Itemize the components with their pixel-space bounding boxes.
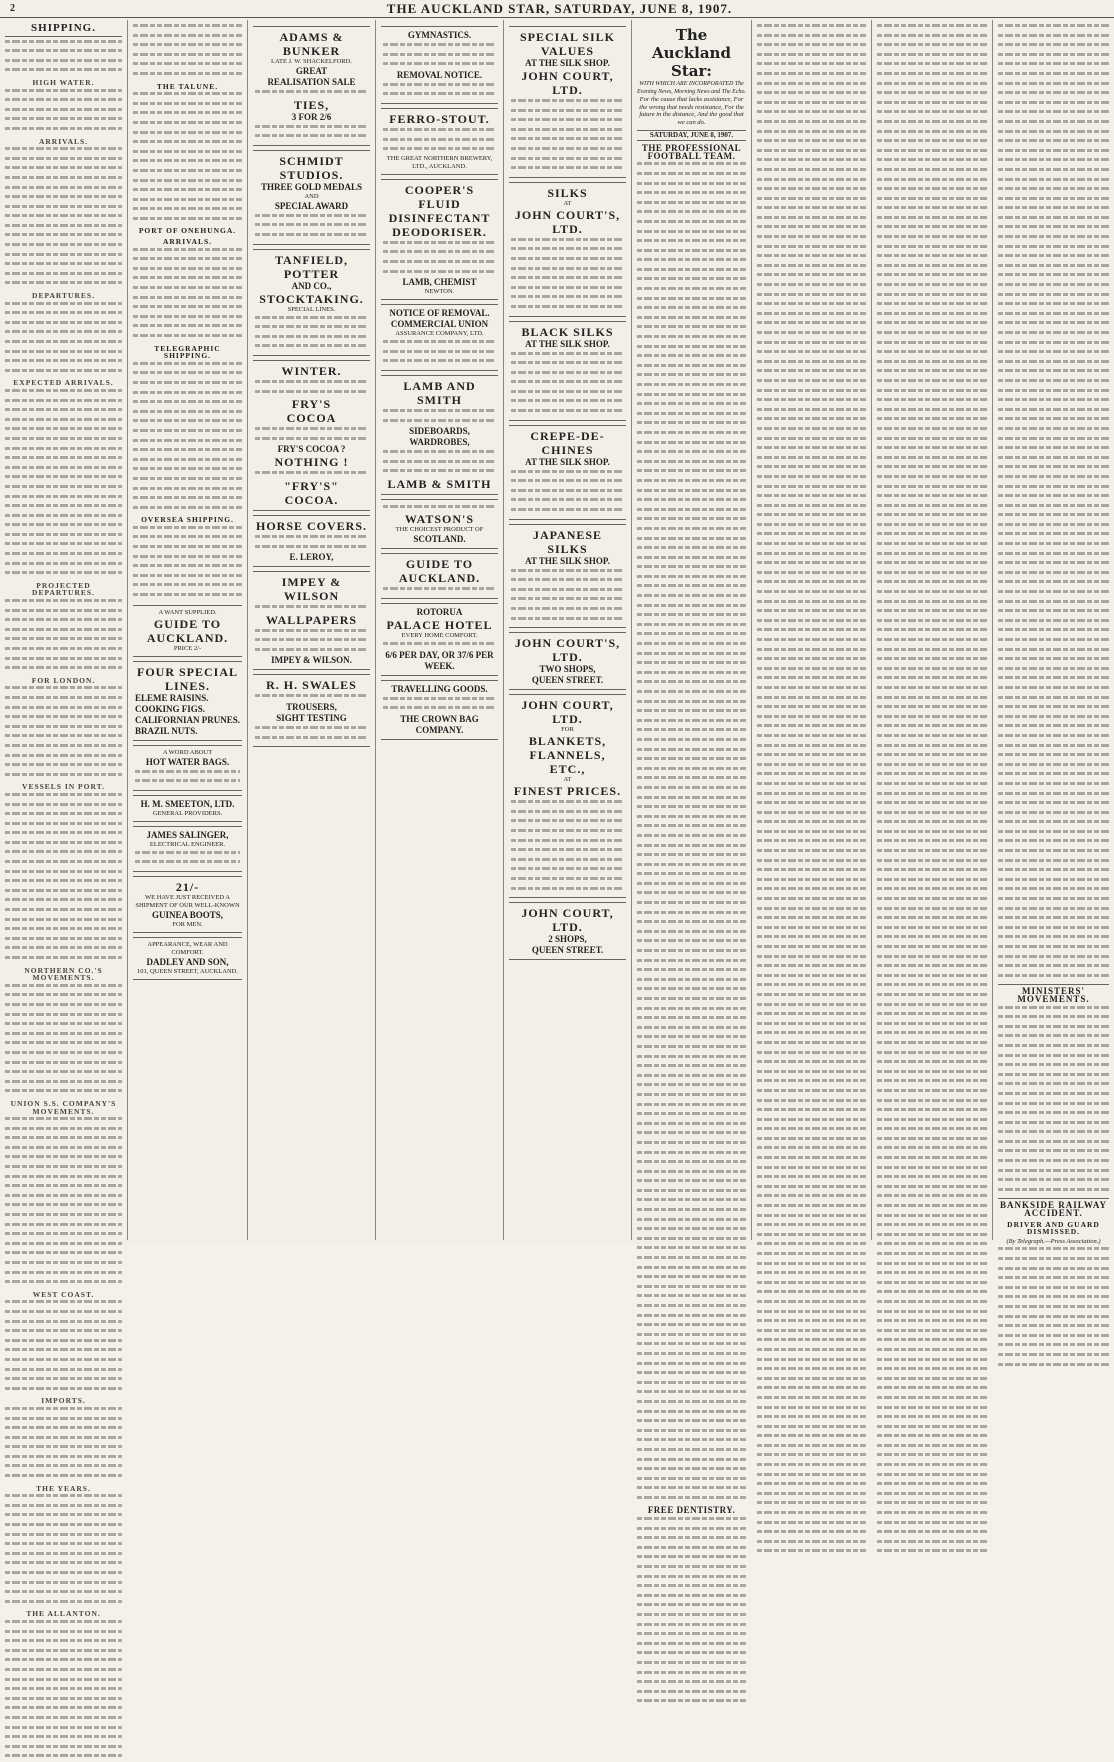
bankside-railway-heading: BANKSIDE RAILWAY ACCIDENT. xyxy=(999,1200,1108,1219)
advert-salinger: JAMES SALINGER, ELECTRICAL ENGINEER. xyxy=(133,826,242,872)
advert-ferro-stout: FERRO-STOUT. THE GREAT NORTHERN BREWERY, LTD., AUCKLAND. xyxy=(381,108,498,175)
column-body-text xyxy=(752,20,872,1240)
shipping-heading: SHIPPING. xyxy=(31,22,96,34)
column-editorial xyxy=(632,20,752,1516)
advert-notice-of-removal: NOTICE OF REMOVAL. COMMERCIAL UNION ASSURANCE COMPANY, LTD. xyxy=(381,304,498,371)
column-john-court xyxy=(504,20,632,1240)
advert-special-silk-values: SPECIAL SILK VALUES AT THE SILK SHOP. JOHN COURT, LTD. xyxy=(509,26,626,178)
column-shipping xyxy=(0,20,128,1619)
section-heading: THE TALUNE. xyxy=(156,81,219,91)
advert-tanfield: TANFIELD, POTTER AND CO., STOCKTAKING. SPECIAL LINES. xyxy=(253,249,370,356)
advert-rotorua-palace-hotel: ROTORUA PALACE HOTEL EVERY HOME COMFORT. 6/6 PER DAY, OR 37/6 PER WEEK. xyxy=(381,603,498,676)
column-body-text-2 xyxy=(872,20,993,1240)
section-heading: UNION S.S. COMPANY'S MOVEMENTS. xyxy=(10,1098,117,1116)
shipping-text xyxy=(5,40,122,1762)
article-title-free-dentistry: FREE DENTISTRY. xyxy=(647,1505,736,1516)
advert-adams-bunker: ADAMS & BUNKER LATE J. W. SHACKELFORD. GREAT REALISATION SALE TIES, 3 FOR 2/6 xyxy=(253,26,370,146)
paper-title: The Auckland Star: xyxy=(652,26,731,80)
section-heading: IMPORTS. xyxy=(41,1396,86,1406)
advert-blankets-flannels: JOHN COURT, LTD. FOR BLANKETS, FLANNELS, ETC., AT FINEST PRICES. xyxy=(509,694,626,898)
advert-john-courts-two-shops: JOHN COURT'S, LTD. TWO SHOPS, QUEEN STREET. xyxy=(509,632,626,690)
column-news xyxy=(993,20,1114,1245)
page-masthead xyxy=(0,0,1114,18)
section-heading: NORTHERN CO.'S MOVEMENTS. xyxy=(24,965,103,983)
section-heading: THE YEARS. xyxy=(36,1483,91,1493)
advert-silks: SILKS AT JOHN COURT'S, LTD. xyxy=(509,182,626,317)
advert-crepe-de-chines: CREPE-DE-CHINES AT THE SILK SHOP. xyxy=(509,425,626,520)
advert-crown-bag-company: TRAVELLING GOODS. THE CROWN BAG COMPANY. xyxy=(381,680,498,740)
advert-impey-wilson: IMPEY & WILSON WALLPAPERS IMPEY & WILSON. xyxy=(253,571,370,670)
advert-four-special-lines: FOUR SPECIAL LINES. ELEME RAISINS. COOKING FIGS. CALIFORNIAN PRUNES. BRAZIL NUTS. xyxy=(133,661,242,741)
advert-frys-cocoa: WINTER. FRY'S COCOA FRY'S COCOA ? NOTHING ! "FRY'S" COCOA. xyxy=(253,360,370,511)
column-shipping-ads xyxy=(128,20,248,1240)
column-ads-b xyxy=(376,20,504,1240)
advert-smeeton: H. M. SMEETON, LTD. GENERAL PROVIDERS. xyxy=(133,795,242,822)
advert-john-court-2-shops: JOHN COURT, LTD. 2 SHOPS, QUEEN STREET. xyxy=(509,902,626,960)
advert-swales: R. H. SWALES TROUSERS, SIGHT TESTING xyxy=(253,674,370,747)
advert-coopers: COOPER'S FLUID DISINFECTANT DEODORISER. LAMB, CHEMIST NEWTON. xyxy=(381,179,498,300)
section-heading: WEST COAST. xyxy=(32,1289,95,1299)
advert-guide-auckland: GUIDE TO AUCKLAND. xyxy=(381,553,498,599)
section-heading: HIGH WATER. xyxy=(32,77,95,87)
advert-japanese-silks: JAPANESE SILKS AT THE SILK SHOP. xyxy=(509,524,626,629)
column-ads-a xyxy=(248,20,376,1240)
advert-schmidt-studios: SCHMIDT STUDIOS. THREE GOLD MEDALS AND SPECIAL AWARD xyxy=(253,150,370,245)
advert-black-silks: BLACK SILKS AT THE SILK SHOP. xyxy=(509,321,626,421)
advert-hot-water-bags: A WORD ABOUT HOT WATER BAGS. xyxy=(133,745,242,791)
page-number: 2 xyxy=(10,3,15,14)
section-heading: TELEGRAPHIC SHIPPING. xyxy=(154,343,221,361)
advert-guinea-boots: 21/- WE HAVE JUST RECEIVED A SHIPMENT OF OUR WELL-KNOWN GUINEA BOOTS, FOR MEN. xyxy=(133,876,242,933)
advert-guide-to-auckland: A WANT SUPPLIED. GUIDE TO AUCKLAND. PRICE 2/- xyxy=(133,605,242,657)
section-heading: VESSELS IN PORT. xyxy=(22,782,105,792)
advert-dadley: APPEARANCE, WEAR AND COMFORT. DADLEY AND SON, 101, QUEEN STREET, AUCKLAND. xyxy=(133,937,242,980)
advert-horse-covers: HORSE COVERS. E. LEROY, xyxy=(253,515,370,567)
paper-motto: For the cause that lacks assistance, For the wrong that needs resistance, For the future in the distance, And the good that we can do. xyxy=(639,96,744,126)
section-heading: FOR LONDON. xyxy=(31,675,96,685)
ministers-movements-heading: MINISTERS' MOVEMENTS. xyxy=(1017,986,1090,1004)
paper-subtitle: WITH WHICH ARE INCORPORATED The Evening News, Morning News and The Echo. xyxy=(637,81,746,95)
advert-lamb-smith: LAMB AND SMITH SIDEBOARDS, WARDROBES, LAMB & SMITH xyxy=(381,375,498,495)
article-title: THE PROFESSIONAL FOOTBALL TEAM. xyxy=(641,143,742,161)
section-heading: ARRIVALS. xyxy=(162,237,213,247)
section-heading: EXPECTED ARRIVALS. xyxy=(13,378,114,388)
section-heading: ARRIVALS. xyxy=(38,136,89,146)
section-heading: PROJECTED DEPARTURES. xyxy=(32,580,95,598)
advert-gymnastics: GYMNASTICS. REMOVAL NOTICE. xyxy=(381,26,498,104)
section-heading: DEPARTURES. xyxy=(32,291,95,301)
article-body xyxy=(637,162,746,1503)
section-heading: PORT OF ONEHUNGA. xyxy=(138,226,237,236)
masthead-title: THE AUCKLAND STAR, SATURDAY, JUNE 8, 1907. xyxy=(386,0,733,16)
dateline: (By Telegraph.—Press Association.) xyxy=(1006,1237,1101,1245)
section-heading: THE ALLANTON. xyxy=(26,1609,101,1619)
issue-date: SATURDAY, JUNE 8, 1907. xyxy=(637,130,746,142)
bankside-subheading: DRIVER AND GUARD DISMISSED. xyxy=(1007,1219,1100,1237)
section-heading: OVERSEA SHIPPING. xyxy=(141,515,234,525)
advert-watsons: WATSON'S THE CHOICEST PRODUCT OF SCOTLAND. xyxy=(381,499,498,550)
